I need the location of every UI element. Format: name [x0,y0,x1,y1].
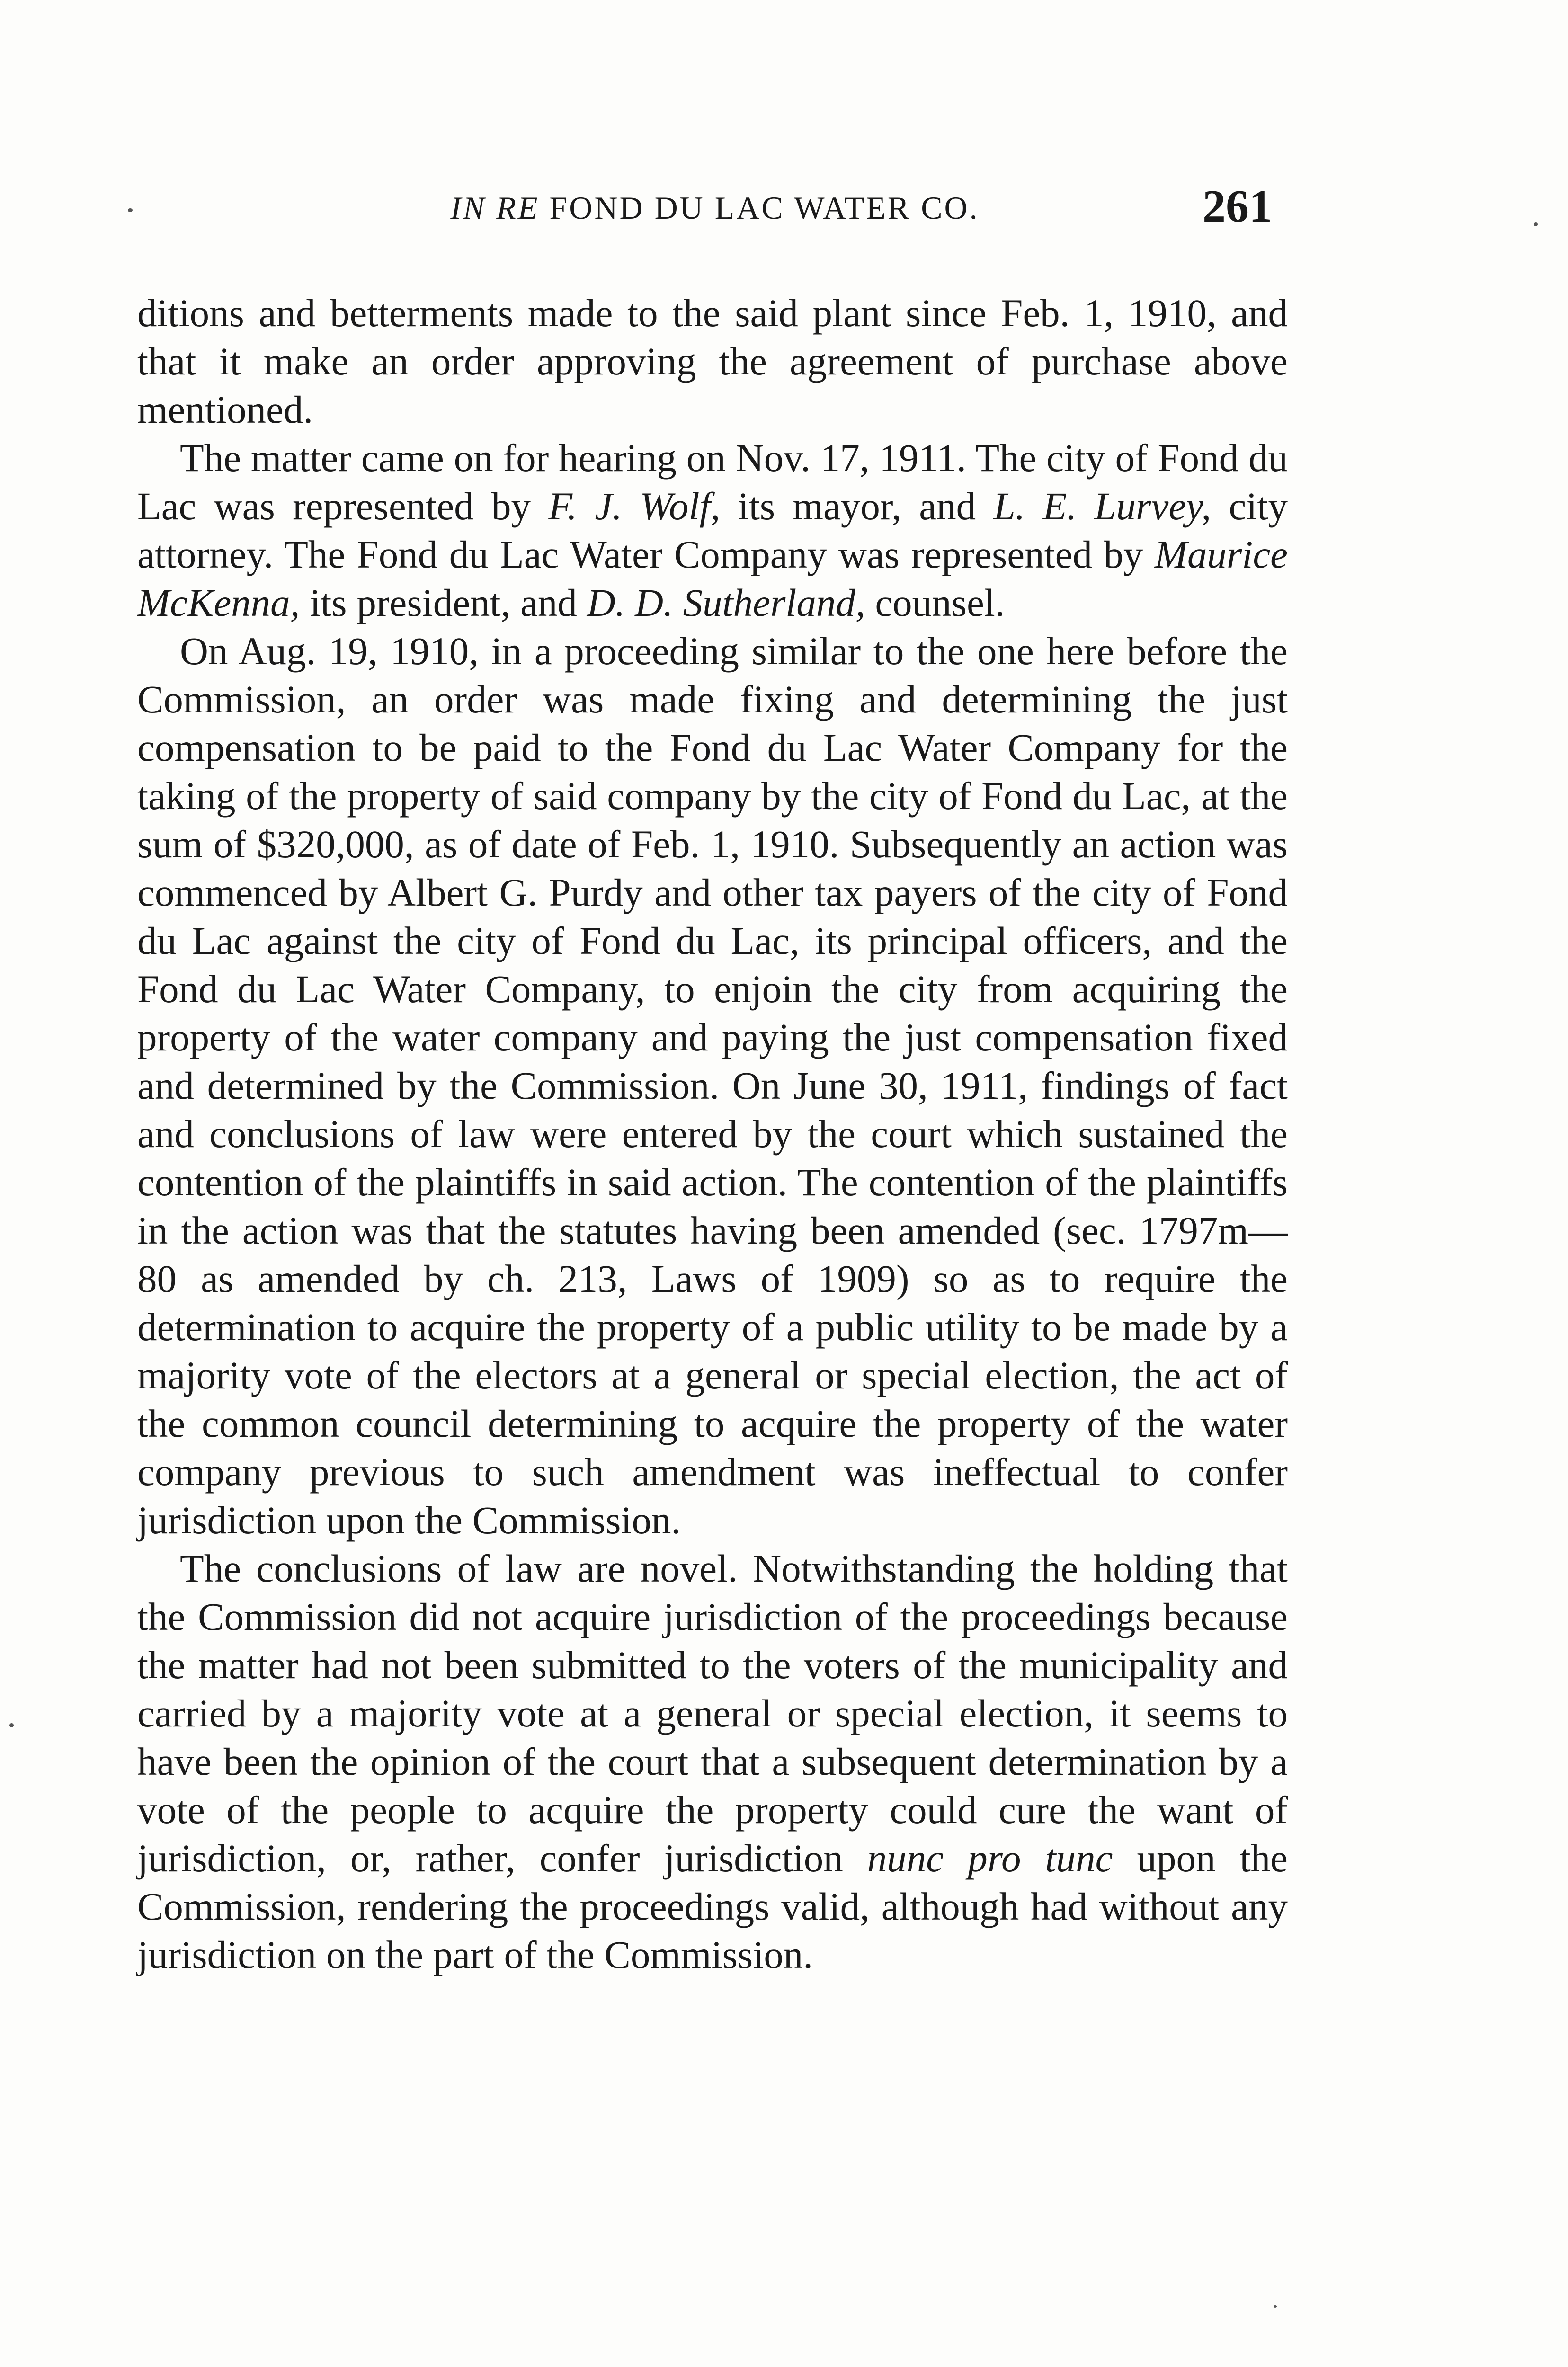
paragraph-3: On Aug. 19, 1910, in a proceeding similar to the one here before the Commission, an order was made fixing and determining the just compensation to be paid to the Fond du Lac Water Company for the taking of the property of said company by the city of Fond du Lac, at the sum of $320,000, as of date of Feb. 1, 1910. Subsequently an action was commenced by Albert G. Purdy and other tax payers of the city of Fond du Lac against the city of Fond du Lac, its principal officers, and the Fond du Lac Water Company, to enjoin the city from acquiring the property of the water company and paying the just compensation fixed and determined by the Commission. On June 30, 1911, findings of fact and conclusions of law were entered by the court which sustained the contention of the plaintiffs in said action. The contention of the plaintiffs in the action was that the statutes having been amended (sec. 1797m—80 as amended by ch. 213, Laws of 1909) so as to require the determination to acquire the property of a public utility to be made by a majority vote of the electors at a general or special election, the act of the common council determining to acquire the property of the water company previous to such amendment was ineffectual to confer jurisdiction upon the Commission. [137,629,1288,1542]
scan-speck [1274,2305,1277,2308]
running-head-italic: IN RE [450,190,540,226]
paragraph-4-text-1: The conclusions of law are novel. Notwithstanding the holding that the Commission did not acquire jurisdiction of the proceedings because the matter had not been submitted to the voters of the municipality and carried by a majority vote at a general or special election, it seems to have been the opinion of the court that a subsequent determination by a vote of the people to acquire the property could cure the want of jurisdiction, or, rather, confer jurisdiction [137,1547,1288,1880]
name-mckenna: Maurice McKenna, [137,533,1288,624]
paragraph-1: ditions and betterments made to the said plant since Feb. 1, 1910, and that it make an order approving the agreement of purchase above mentioned. [137,291,1288,431]
paragraph-4-text-2: upon the Commission, rendering the proceedings valid, although had without any jurisdiction on the part of the Commission. [137,1836,1288,1976]
paragraph-2-text-5: counsel. [865,581,1005,624]
name-lurvey: L. E. Lurvey, [993,484,1212,528]
name-sutherland: D. D. Sutherland, [587,581,865,624]
paragraph-2-text-3: city attorney. The Fond du Lac Water Company was represented by [137,484,1288,576]
scan-speck [1534,222,1538,226]
scan-speck [9,1723,14,1727]
latin-phrase: nunc pro tunc [867,1836,1113,1880]
paragraph-4 [137,1544,1288,1979]
paragraph-2-text-1: The matter came on for hearing on Nov. 17, 1911. The city of Fond du Lac was represented by [137,436,1288,528]
page-number: 261 [1203,181,1272,232]
paragraph-2-text-4: its president, and [300,581,587,624]
paragraph-2 [137,434,1288,627]
name-wolf: F. J. Wolf, [548,484,721,528]
scan-speck [128,208,133,212]
running-head-title: FOND DU LAC WATER CO. [549,190,980,226]
body-text [137,289,1288,1979]
paragraph-2-text-2: its mayor, and [720,484,994,528]
running-head [417,189,1013,227]
